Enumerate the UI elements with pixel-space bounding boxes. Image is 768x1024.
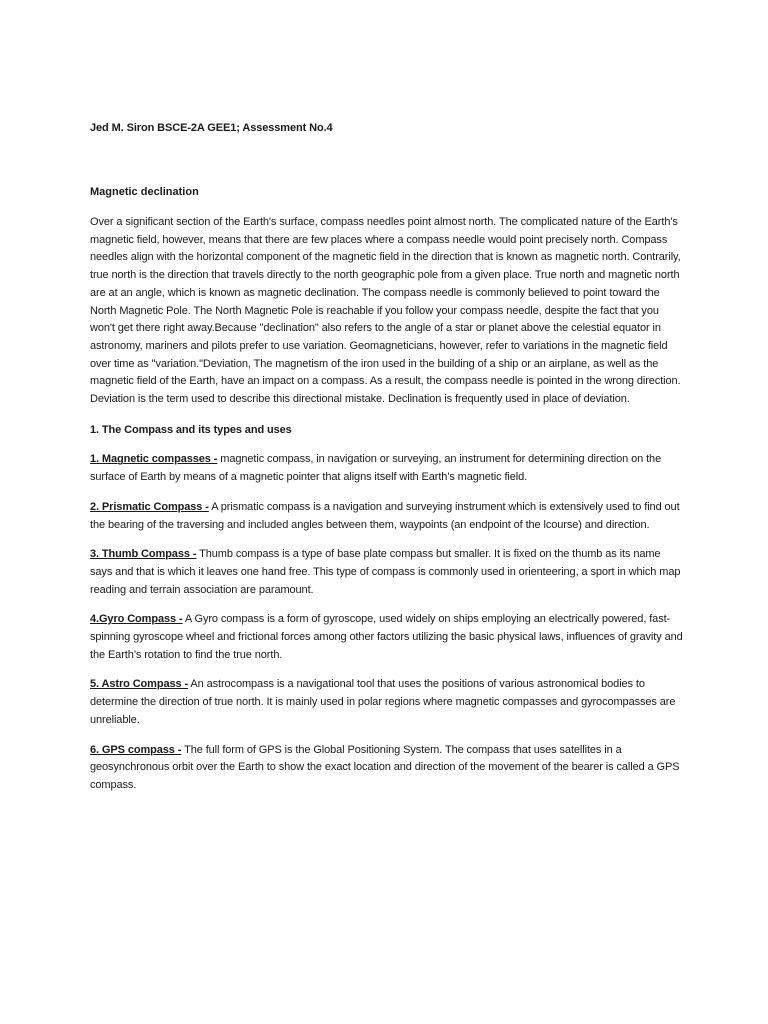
item-text: An astrocompass is a navigational tool that uses the positions of various astronomical bodies to determine the direction of true north. It is mainly used in polar regions where magnetic compasses and gyrocompasses are unreliable. [90, 678, 676, 726]
list-item-gps-compass [90, 742, 684, 795]
document-header: Jed M. Siron BSCE-2A GEE1; Assessment No.4 [90, 122, 333, 134]
item-text: A Gyro compass is a form of gyroscope, used widely on ships employing an electrically powered, fast-spinning gyroscope wheel and frictional forces among other factors utilizing the basic physical laws, influences of gravity and the Earth’s rotation to find the true north. [90, 613, 683, 661]
item-term: 6. GPS compass - [90, 743, 182, 756]
list-item-prismatic-compass [90, 499, 684, 534]
compass-types-title: 1. The Compass and its types and uses [90, 423, 292, 436]
list-item-thumb-compass [90, 546, 684, 599]
item-term: 1. Magnetic compasses - [90, 453, 218, 466]
document-body [90, 214, 684, 807]
list-item-gyro-compass [90, 611, 684, 664]
item-term: 5. Astro Compass - [90, 678, 189, 691]
item-text: magnetic compass, in navigation or surveying, an instrument for determining direction on the surface of Earth by means of a magnetic pointer that aligns itself with Earth's magnetic field. [90, 453, 662, 484]
list-item-magnetic-compass [90, 451, 684, 486]
section-heading-magnetic-declination: Magnetic declination [90, 186, 199, 198]
item-text: A prismatic compass is a navigation and surveying instrument which is extensively used to find out the bearing of the traversing and included angles between them, waypoints (an endpoint of the lcourse) and direction. [90, 500, 680, 531]
item-term: 3. Thumb Compass - [90, 548, 197, 561]
document-page [90, 0, 684, 1024]
list-item-astro-compass [90, 676, 684, 729]
item-text: The full form of GPS is the Global Positioning System. The compass that uses satellites in a geosynchronous orbit over the Earth to show the exact location and direction of the movement of the bearer is called a GPS compass. [90, 743, 680, 791]
intro-paragraph: Over a significant section of the Earth's surface, compass needles point almost north. The complicated nature of the Earth's magnetic field, however, means that there are few places where a compass needle would point precisely north. Compass needles align with the horizontal component of the magnetic field in the direction that is known as magnetic north. Contrarily, true north is the direction that travels directly to the north geographic pole from a given place. True north and magnetic north are at an angle, which is known as magnetic declination. The compass needle is commonly believed to point toward the North Magnetic Pole. The North Magnetic Pole is reachable if you follow your compass needle, despite the fact that you won't get there right away.Because "declination" also refers to the angle of a star or planet above the celestial equator in astronomy, mariners and pilots prefer to use variation. Geomagneticians, however, refer to variations in the magnetic field over time as "variation."Deviation, The magnetism of the iron used in the building of a ship or an airplane, as well as the magnetic field of the Earth, have an impact on a compass. As a result, the compass needle is pointed in the wrong direction. Deviation is the term used to describe this directional mistake. Declination is frequently used in place of deviation. [90, 216, 681, 406]
item-text: Thumb compass is a type of base plate compass but smaller. It is fixed on the thumb as its name says and that is which it leaves one hand free. This type of compass is commonly used in orienteering, a sport in which map reading and terrain association are paramount. [90, 548, 681, 596]
item-term: 2. Prismatic Compass - [90, 500, 209, 513]
item-term: 4.Gyro Compass - [90, 613, 183, 626]
